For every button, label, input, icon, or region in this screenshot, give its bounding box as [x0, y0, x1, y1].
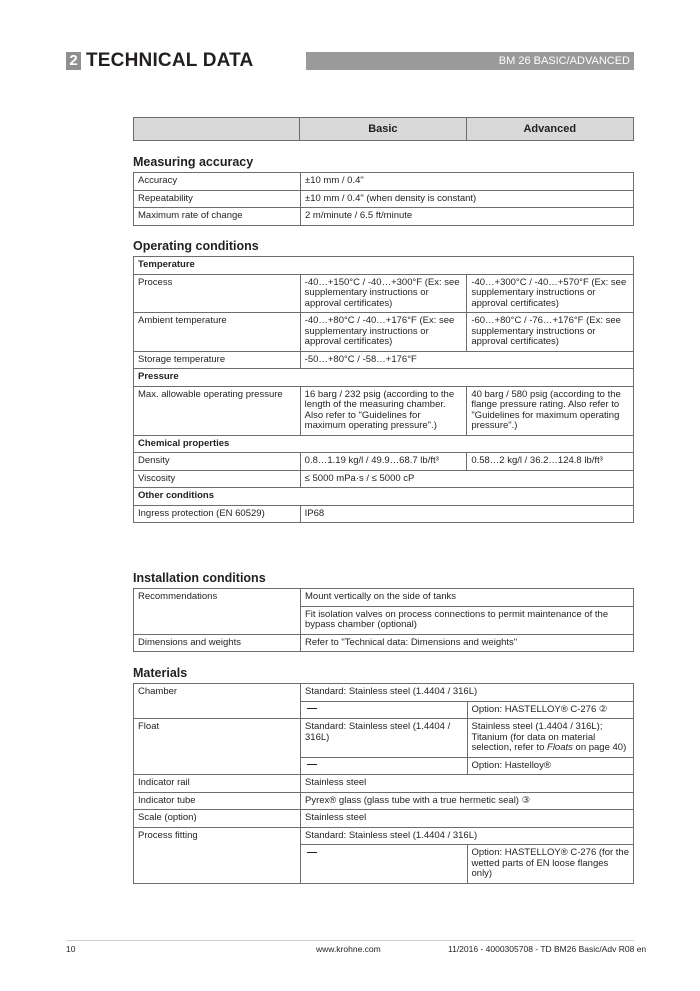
dash-icon — [307, 708, 317, 709]
row-value: Fit isolation valves on process connections to permit maintenance of the bypass chamber (optional) — [301, 606, 634, 634]
subheading-pressure: Pressure — [134, 369, 634, 387]
table-row — [134, 792, 634, 810]
table-row — [134, 274, 634, 313]
table-row — [134, 453, 634, 471]
subheading-other-conditions: Other conditions — [134, 488, 634, 506]
section-title-installation-conditions: Installation conditions — [133, 571, 266, 585]
table-row — [134, 505, 634, 523]
float-advanced-text-end: on page 40) — [572, 742, 627, 753]
table-row — [134, 634, 634, 652]
basic-value: 16 barg / 232 psig (according to the length of the measuring chamber. Also refer to "Guidelines for maximum operating pressure".) — [300, 386, 467, 435]
row-label: Process — [134, 274, 301, 313]
footer-website[interactable]: www.krohne.com — [316, 944, 381, 954]
section-title-materials: Materials — [133, 666, 188, 680]
chapter-number: 2 — [66, 52, 81, 70]
row-value: Standard: Stainless steel (1.4404 / 316L) — [301, 684, 634, 702]
subheading-row — [134, 257, 634, 275]
table-row — [134, 313, 634, 352]
row-label: Scale (option) — [134, 810, 301, 828]
row-label: Accuracy — [134, 173, 301, 191]
column-header-basic: Basic — [300, 118, 466, 141]
row-label: Chamber — [134, 684, 301, 719]
page-number: 10 — [66, 944, 76, 954]
table-row — [134, 810, 634, 828]
table-row — [134, 351, 634, 369]
row-value: -50…+80°C / -58…+176°F — [300, 351, 633, 369]
row-label: Indicator rail — [134, 775, 301, 793]
row-label: Max. allowable operating pressure — [134, 386, 301, 435]
row-label: Repeatability — [134, 190, 301, 208]
row-label: Density — [134, 453, 301, 471]
row-label: Maximum rate of change — [134, 208, 301, 226]
subheading-row — [134, 369, 634, 387]
row-value: Mount vertically on the side of tanks — [301, 589, 634, 607]
table-row — [134, 827, 634, 845]
row-label: Float — [134, 719, 301, 775]
subheading-chemical-properties: Chemical properties — [134, 435, 634, 453]
row-value: Refer to "Technical data: Dimensions and weights" — [301, 634, 634, 652]
row-value: Pyrex® glass (glass tube with a true hermetic seal) ③ — [301, 792, 634, 810]
basic-value — [301, 701, 468, 719]
chapter-title: TECHNICAL DATA — [86, 50, 254, 71]
column-header-advanced: Advanced — [466, 118, 633, 141]
advanced-value: -60…+80°C / -76…+176°F (Ex: see supplementary instructions or approval certificates) — [467, 313, 634, 352]
table-row — [134, 386, 634, 435]
footer-document-reference: 11/2016 - 4000305708 - TD BM26 Basic/Adv R08 en — [448, 944, 647, 954]
advanced-value: -40…+300°C / -40…+570°F (Ex: see supplementary instructions or approval certificates) — [467, 274, 634, 313]
float-advanced-text: Stainless steel (1.4404 / 316L); Titanium (for data on material selection, refer to — [471, 721, 603, 753]
footer-divider — [66, 940, 634, 941]
basic-value: -40…+150°C / -40…+300°F (Ex: see supplementary instructions or approval certificates) — [300, 274, 467, 313]
row-value: IP68 — [300, 505, 633, 523]
row-label: Viscosity — [134, 470, 301, 488]
installation-conditions-table — [133, 588, 634, 652]
advanced-value: Option: HASTELLOY® C-276 (for the wetted parts of EN loose flanges only) — [467, 845, 634, 884]
row-label: Ingress protection (EN 60529) — [134, 505, 301, 523]
table-row — [134, 470, 634, 488]
table-row — [134, 775, 634, 793]
floats-reference: Floats — [547, 742, 573, 753]
subheading-temperature: Temperature — [134, 257, 634, 275]
basic-value — [301, 757, 468, 775]
advanced-value: Option: HASTELLOY® C-276 ② — [467, 701, 634, 719]
row-value: Standard: Stainless steel (1.4404 / 316L) — [301, 827, 634, 845]
subheading-row — [134, 435, 634, 453]
advanced-value: 40 barg / 580 psig (according to the flange pressure rating. Also refer to "Guidelines for maximum operating pressure".) — [467, 386, 634, 435]
operating-conditions-table — [133, 256, 634, 523]
page-header — [66, 52, 634, 70]
table-row — [134, 208, 634, 226]
subheading-row — [134, 488, 634, 506]
row-label: Storage temperature — [134, 351, 301, 369]
row-label: Ambient temperature — [134, 313, 301, 352]
materials-table — [133, 683, 634, 884]
advanced-value: 0.58…2 kg/l / 36.2…124.8 lb/ft³ — [467, 453, 634, 471]
measuring-accuracy-table — [133, 172, 634, 226]
table-row — [134, 173, 634, 191]
product-name: BM 26 BASIC/ADVANCED — [306, 52, 634, 70]
table-row — [134, 190, 634, 208]
row-label: Indicator tube — [134, 792, 301, 810]
basic-value: Standard: Stainless steel (1.4404 / 316L) — [301, 719, 468, 758]
section-title-operating-conditions: Operating conditions — [133, 239, 259, 253]
advanced-value: Option: Hastelloy® — [467, 757, 634, 775]
table-row — [134, 719, 634, 758]
row-value: ≤ 5000 mPa·s / ≤ 5000 cP — [300, 470, 633, 488]
row-label: Dimensions and weights — [134, 634, 301, 652]
row-label: Process fitting — [134, 827, 301, 883]
row-value: 2 m/minute / 6.5 ft/minute — [301, 208, 634, 226]
table-row — [134, 589, 634, 607]
row-value: Stainless steel — [301, 810, 634, 828]
table-row — [134, 684, 634, 702]
basic-value: -40…+80°C / -40…+176°F (Ex: see supplementary instructions or approval certificates) — [300, 313, 467, 352]
row-value: Stainless steel — [301, 775, 634, 793]
row-value: ±10 mm / 0.4" — [301, 173, 634, 191]
advanced-value — [467, 719, 634, 758]
row-label: Recommendations — [134, 589, 301, 635]
dash-icon — [307, 764, 317, 765]
row-value: ±10 mm / 0.4" (when density is constant) — [301, 190, 634, 208]
column-header-table — [133, 117, 634, 141]
basic-value: 0.8…1.19 kg/l / 49.9…68.7 lb/ft³ — [300, 453, 467, 471]
dash-icon — [307, 852, 317, 853]
section-title-measuring-accuracy: Measuring accuracy — [133, 155, 254, 169]
basic-value — [301, 845, 468, 884]
column-header-empty — [134, 118, 300, 141]
